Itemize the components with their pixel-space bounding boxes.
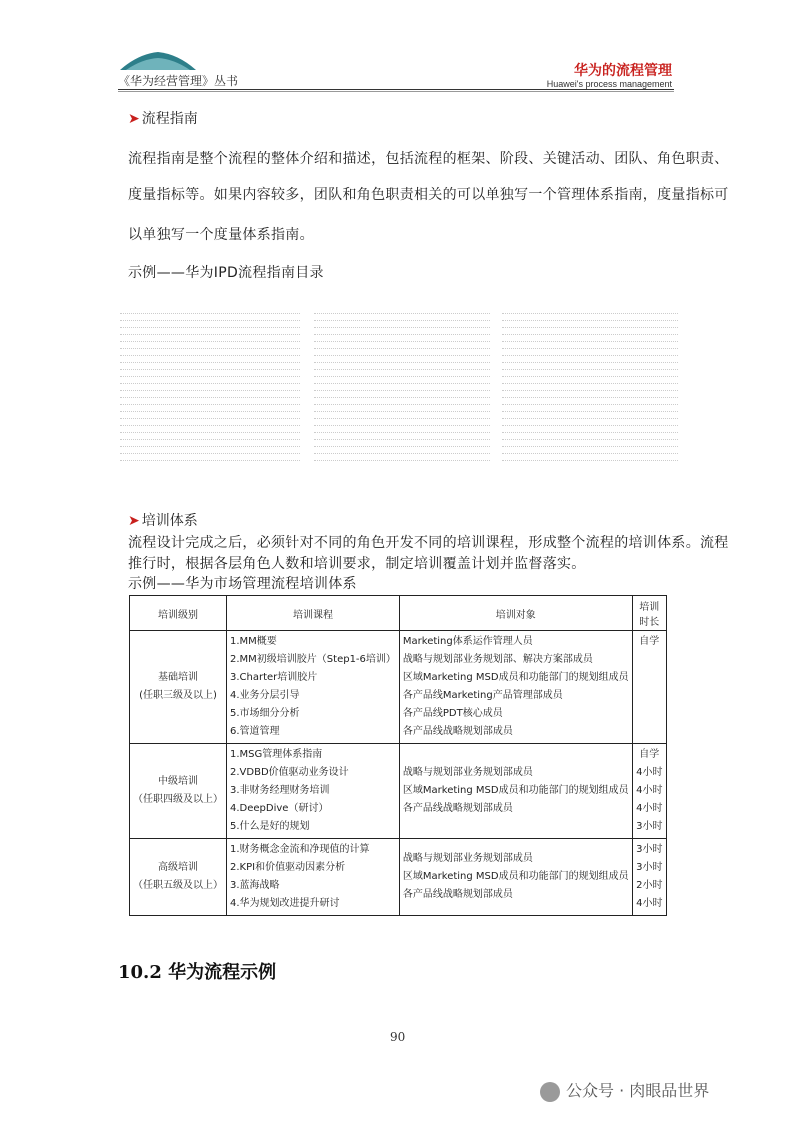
course-cell bbox=[227, 631, 400, 744]
table-row bbox=[130, 744, 667, 839]
toc-line bbox=[314, 349, 490, 356]
level-cell-line: 基础培训 bbox=[158, 672, 198, 683]
training-paragraph-line-2: 推行时，根据各层角色人数和培训要求，制定培训覆盖计划并监督落实。 bbox=[128, 556, 586, 572]
audience-cell-line: 区域Marketing MSD成员和功能部门的规划组成员 bbox=[402, 672, 629, 683]
toc-line bbox=[120, 342, 300, 349]
duration-cell-line: 3小时 bbox=[636, 844, 663, 855]
header-course: 培训课程 bbox=[227, 596, 400, 631]
duration-cell-line: 2小时 bbox=[636, 880, 663, 891]
toc-line bbox=[120, 370, 300, 377]
course-cell-line: 4.DeepDive（研讨） bbox=[230, 803, 329, 814]
toc-line bbox=[502, 412, 678, 419]
guide-paragraph-line-1: 流程指南是整个流程的整体介绍和描述，包括流程的框架、阶段、关键活动、团队、角色职责、 bbox=[128, 151, 729, 167]
course-cell-line: 3.非财务经理财务培训 bbox=[230, 785, 330, 796]
toc-line bbox=[120, 328, 300, 335]
course-cell-line: 4.华为规划改进提升研讨 bbox=[230, 898, 340, 909]
table-row bbox=[130, 839, 667, 916]
duration-cell-line: 自学 bbox=[639, 749, 660, 760]
audience-cell-line: 各产品线Marketing产品管理部成员 bbox=[402, 690, 563, 701]
toc-line bbox=[314, 335, 490, 342]
audience-cell-line: 各产品线战略规划部成员 bbox=[402, 803, 513, 814]
duration-cell-line: 自学 bbox=[639, 636, 660, 647]
toc-line bbox=[502, 314, 678, 321]
toc-line bbox=[120, 433, 300, 440]
brand-subtitle: Huawei's process management bbox=[546, 79, 672, 89]
course-cell-line: 1.财务概念金流和净现值的计算 bbox=[230, 844, 370, 855]
level-cell-line: （任职五级及以上） bbox=[133, 880, 223, 891]
toc-line bbox=[314, 398, 490, 405]
training-heading-text: 培训体系 bbox=[141, 513, 198, 529]
toc-line bbox=[314, 321, 490, 328]
audience-cell bbox=[399, 744, 632, 839]
toc-line bbox=[314, 447, 490, 454]
level-cell bbox=[130, 839, 227, 916]
toc-line bbox=[120, 419, 300, 426]
toc-line bbox=[314, 314, 490, 321]
toc-line bbox=[314, 440, 490, 447]
duration-cell bbox=[632, 631, 666, 744]
level-cell bbox=[130, 744, 227, 839]
toc-line bbox=[502, 335, 678, 342]
duration-cell-line: 4小时 bbox=[636, 767, 663, 778]
audience-cell bbox=[399, 631, 632, 744]
toc-line bbox=[314, 377, 490, 384]
guide-paragraph-line-2: 度量指标等。如果内容较多，团队和角色职责相关的可以单独写一个管理体系指南，度量指标可 bbox=[128, 187, 729, 203]
toc-line bbox=[120, 447, 300, 454]
guide-heading-text: 流程指南 bbox=[141, 111, 198, 127]
toc-line bbox=[120, 426, 300, 433]
course-cell bbox=[227, 839, 400, 916]
duration-cell-line: 3小时 bbox=[636, 862, 663, 873]
toc-line bbox=[120, 454, 300, 461]
toc-line bbox=[120, 349, 300, 356]
arrow-bullet-icon: ➤ bbox=[128, 513, 140, 529]
toc-line bbox=[120, 314, 300, 321]
toc-line bbox=[314, 384, 490, 391]
toc-line bbox=[120, 412, 300, 419]
toc-line bbox=[502, 363, 678, 370]
toc-line bbox=[502, 307, 678, 314]
course-cell bbox=[227, 744, 400, 839]
toc-line bbox=[502, 454, 678, 461]
audience-cell-line: 各产品线战略规划部成员 bbox=[402, 726, 513, 737]
duration-cell-line: 4小时 bbox=[636, 785, 663, 796]
audience-cell-line: 各产品线PDT核心成员 bbox=[402, 708, 503, 719]
toc-line bbox=[314, 342, 490, 349]
toc-line bbox=[314, 426, 490, 433]
course-cell-line: 4.业务分层引导 bbox=[230, 690, 300, 701]
toc-line bbox=[502, 419, 678, 426]
toc-line bbox=[314, 391, 490, 398]
training-paragraph-line-1: 流程设计完成之后，必须针对不同的角色开发不同的培训课程，形成整个流程的培训体系。流程 bbox=[128, 535, 729, 551]
guide-heading bbox=[128, 108, 198, 128]
course-cell-line: 1.MSG管理体系指南 bbox=[230, 749, 323, 760]
toc-line bbox=[120, 398, 300, 405]
toc-line bbox=[314, 370, 490, 377]
level-cell-line: (任职三级及以上) bbox=[139, 690, 217, 701]
level-cell-line: 高级培训 bbox=[158, 862, 198, 873]
course-cell-line: 2.VDBD价值驱动业务设计 bbox=[230, 767, 349, 778]
duration-cell bbox=[632, 744, 666, 839]
course-cell-line: 3.蓝海战略 bbox=[230, 880, 280, 891]
wechat-icon bbox=[540, 1082, 560, 1102]
course-cell-line: 6.管道管理 bbox=[230, 726, 280, 737]
toc-line bbox=[314, 307, 490, 314]
course-cell-line: 3.Charter培训胶片 bbox=[230, 672, 318, 683]
toc-line bbox=[502, 342, 678, 349]
guide-example-caption: 示例——华为IPD流程指南目录 bbox=[128, 265, 324, 281]
level-cell bbox=[130, 631, 227, 744]
course-cell-line: 5.市场细分分析 bbox=[230, 708, 300, 719]
toc-line bbox=[120, 391, 300, 398]
toc-line bbox=[314, 419, 490, 426]
toc-line bbox=[502, 447, 678, 454]
toc-line bbox=[502, 405, 678, 412]
toc-line bbox=[502, 349, 678, 356]
toc-line bbox=[120, 307, 300, 314]
training-table bbox=[129, 595, 667, 916]
header-rule-thin bbox=[118, 91, 674, 92]
toc-line bbox=[502, 391, 678, 398]
toc-line bbox=[502, 328, 678, 335]
page-number: 90 bbox=[390, 1030, 406, 1044]
watermark bbox=[540, 1078, 709, 1102]
toc-column-3 bbox=[502, 307, 678, 461]
audience-cell-line: 战略与规划部业务规划部成员 bbox=[402, 853, 533, 864]
duration-cell-line: 4小时 bbox=[636, 803, 663, 814]
toc-line bbox=[502, 356, 678, 363]
header-audience: 培训对象 bbox=[399, 596, 632, 631]
audience-cell-line: 区域Marketing MSD成员和功能部门的规划组成员 bbox=[402, 871, 629, 882]
toc-line bbox=[502, 321, 678, 328]
ipd-toc-image bbox=[118, 307, 680, 453]
toc-line bbox=[314, 363, 490, 370]
header-duration: 培训时长 bbox=[632, 596, 666, 631]
toc-line bbox=[502, 433, 678, 440]
audience-cell-line: 战略与规划部业务规划部、解决方案部成员 bbox=[402, 654, 593, 665]
toc-line bbox=[314, 433, 490, 440]
toc-line bbox=[120, 363, 300, 370]
training-example-caption: 示例——华为市场管理流程培训体系 bbox=[128, 576, 357, 592]
audience-cell-line: 各产品线战略规划部成员 bbox=[402, 889, 513, 900]
toc-line bbox=[120, 384, 300, 391]
toc-column-2 bbox=[314, 307, 490, 461]
toc-line bbox=[502, 440, 678, 447]
toc-line bbox=[120, 440, 300, 447]
level-cell-line: 中级培训 bbox=[158, 776, 198, 787]
toc-line bbox=[120, 377, 300, 384]
toc-line bbox=[502, 398, 678, 405]
course-cell-line: 2.KPI和价值驱动因素分析 bbox=[230, 862, 346, 873]
duration-cell-line: 4小时 bbox=[636, 898, 663, 909]
brand-title: 华为的流程管理 bbox=[574, 63, 672, 79]
table-header-row bbox=[130, 596, 667, 631]
toc-line bbox=[314, 454, 490, 461]
toc-line bbox=[120, 321, 300, 328]
series-title: 《华为经营管理》丛书 bbox=[118, 74, 239, 88]
audience-cell-line: 战略与规划部业务规划部成员 bbox=[402, 767, 533, 778]
header-rule bbox=[118, 89, 674, 90]
toc-line bbox=[502, 377, 678, 384]
toc-column-1 bbox=[120, 307, 300, 461]
audience-cell bbox=[399, 839, 632, 916]
section-heading-10-2: 10.2 华为流程示例 bbox=[118, 962, 277, 983]
level-cell-line: （任职四级及以上） bbox=[133, 794, 223, 805]
toc-line bbox=[120, 335, 300, 342]
table-row bbox=[130, 631, 667, 744]
toc-line bbox=[502, 370, 678, 377]
audience-cell-line: Marketing体系运作管理人员 bbox=[402, 636, 533, 647]
audience-cell-line: 区域Marketing MSD成员和功能部门的规划组成员 bbox=[402, 785, 629, 796]
toc-line bbox=[120, 356, 300, 363]
arrow-bullet-icon: ➤ bbox=[128, 111, 140, 127]
toc-line bbox=[502, 384, 678, 391]
toc-line bbox=[314, 412, 490, 419]
toc-line bbox=[502, 426, 678, 433]
training-heading bbox=[128, 510, 198, 530]
watermark-text: 公众号 · 肉眼品世界 bbox=[566, 1081, 710, 1100]
toc-line bbox=[314, 405, 490, 412]
toc-line bbox=[120, 405, 300, 412]
course-cell-line: 2.MM初级培训胶片（Step1-6培训） bbox=[230, 654, 396, 665]
course-cell-line: 5.什么是好的规划 bbox=[230, 821, 310, 832]
header-level: 培训级别 bbox=[130, 596, 227, 631]
duration-cell bbox=[632, 839, 666, 916]
course-cell-line: 1.MM概要 bbox=[230, 636, 277, 647]
toc-line bbox=[314, 328, 490, 335]
duration-cell-line: 3小时 bbox=[636, 821, 663, 832]
toc-line bbox=[314, 356, 490, 363]
guide-paragraph-line-3: 以单独写一个度量体系指南。 bbox=[128, 227, 314, 243]
